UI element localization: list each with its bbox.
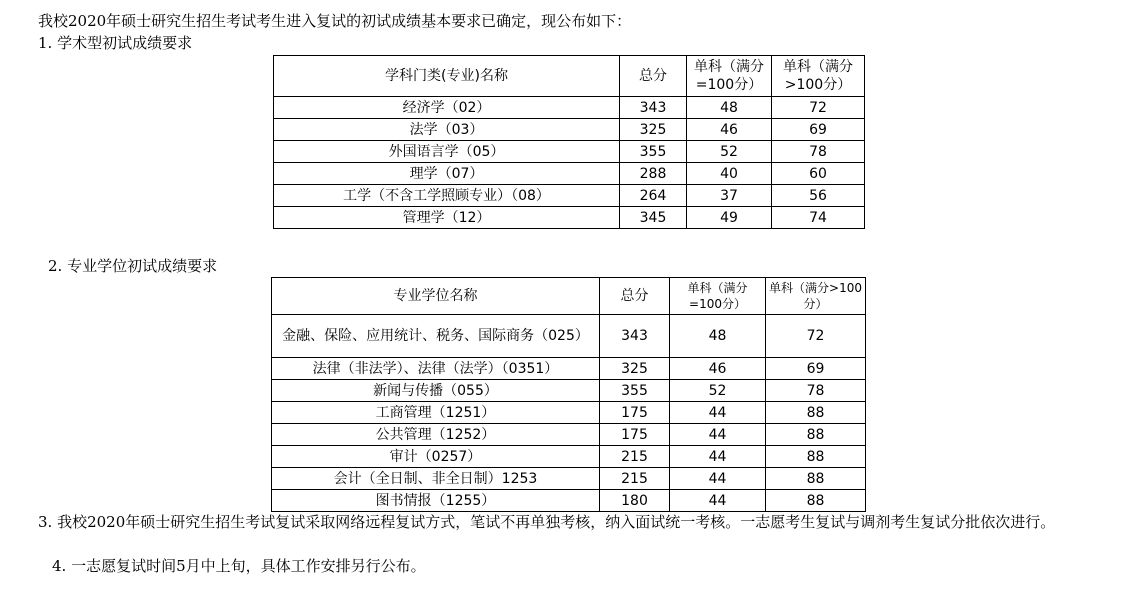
cell-single-100: 52 [670,380,766,402]
cell-single-100: 52 [687,141,772,163]
cell-name: 法学（03） [274,119,620,141]
cell-total-score: 355 [600,380,670,402]
table-row [274,119,865,141]
cell-single-100: 48 [687,97,772,119]
cell-single-gt100: 72 [766,315,866,358]
section1-heading: 1. 学术型初试成绩要求 [38,34,193,52]
cell-total-score: 264 [620,185,687,207]
header-discipline-name: 学科门类(专业)名称 [274,56,620,97]
table-row [272,424,866,446]
cell-name: 审计（0257） [272,446,600,468]
cell-single-100: 46 [687,119,772,141]
cell-name: 金融、保险、应用统计、税务、国际商务（025） [272,315,600,358]
cell-name: 图书情报（1255） [272,490,600,512]
cell-name: 工学（不含工学照顾专业）（08） [274,185,620,207]
table-header-row [274,56,865,97]
cell-single-gt100: 88 [766,490,866,512]
table-row [274,207,865,229]
header-total-score: 总分 [600,278,670,315]
cell-name: 管理学（12） [274,207,620,229]
table-row [272,446,866,468]
cell-name: 工商管理（1251） [272,402,600,424]
cell-single-100: 44 [670,468,766,490]
header-single-100: 单科（满分=100分） [670,278,766,315]
cell-single-gt100: 88 [766,446,866,468]
academic-score-table [273,55,865,229]
header-single-gt100: 单科（满分>100分） [772,56,865,97]
cell-total-score: 175 [600,402,670,424]
paragraph-4: 4. 一志愿复试时间5月中上旬，具体工作安排另行公布。 [52,557,426,575]
cell-single-100: 44 [670,446,766,468]
table-header-row [272,278,866,315]
header-total-score: 总分 [620,56,687,97]
cell-name: 外国语言学（05） [274,141,620,163]
cell-total-score: 343 [600,315,670,358]
paragraph-3: 3. 我校2020年硕士研究生招生考试复试采取网络远程复试方式，笔试不再单独考核，纳入面试统一考核。一志愿考生复试与调剂考生复试分批依次进行。 [38,513,1056,531]
cell-total-score: 345 [620,207,687,229]
cell-name: 公共管理（1252） [272,424,600,446]
table-row [272,490,866,512]
cell-total-score: 175 [600,424,670,446]
cell-single-gt100: 56 [772,185,865,207]
cell-single-100: 48 [670,315,766,358]
table-row [274,141,865,163]
table-row [272,468,866,490]
cell-name: 理学（07） [274,163,620,185]
cell-single-gt100: 72 [772,97,865,119]
cell-name: 经济学（02） [274,97,620,119]
cell-single-gt100: 78 [772,141,865,163]
cell-single-gt100: 88 [766,468,866,490]
cell-total-score: 325 [600,358,670,380]
cell-single-gt100: 88 [766,424,866,446]
cell-name: 新闻与传播（055） [272,380,600,402]
header-single-gt100: 单科（满分>100分） [766,278,866,315]
table-row [272,380,866,402]
cell-total-score: 180 [600,490,670,512]
table-row [272,358,866,380]
table-row [274,97,865,119]
professional-score-table [271,277,866,512]
cell-single-100: 46 [670,358,766,380]
cell-total-score: 215 [600,446,670,468]
cell-single-gt100: 60 [772,163,865,185]
cell-single-gt100: 78 [766,380,866,402]
table-row [272,402,866,424]
cell-name: 会计（全日制、非全日制）1253 [272,468,600,490]
cell-single-100: 49 [687,207,772,229]
cell-total-score: 343 [620,97,687,119]
table-row [272,315,866,358]
section2-heading: 2. 专业学位初试成绩要求 [48,257,218,275]
cell-name: 法律（非法学）、法律（法学）（0351） [272,358,600,380]
cell-single-gt100: 88 [766,402,866,424]
table-row [274,185,865,207]
cell-single-gt100: 69 [766,358,866,380]
header-single-100: 单科（满分=100分） [687,56,772,97]
cell-single-100: 37 [687,185,772,207]
cell-total-score: 355 [620,141,687,163]
cell-total-score: 325 [620,119,687,141]
cell-single-100: 44 [670,402,766,424]
cell-single-100: 40 [687,163,772,185]
table-row [274,163,865,185]
cell-total-score: 288 [620,163,687,185]
cell-single-100: 44 [670,490,766,512]
cell-total-score: 215 [600,468,670,490]
cell-single-gt100: 74 [772,207,865,229]
intro-text: 我校2020年硕士研究生招生考试考生进入复试的初试成绩基本要求已确定，现公布如下： [38,12,632,30]
header-degree-name: 专业学位名称 [272,278,600,315]
cell-single-gt100: 69 [772,119,865,141]
cell-single-100: 44 [670,424,766,446]
